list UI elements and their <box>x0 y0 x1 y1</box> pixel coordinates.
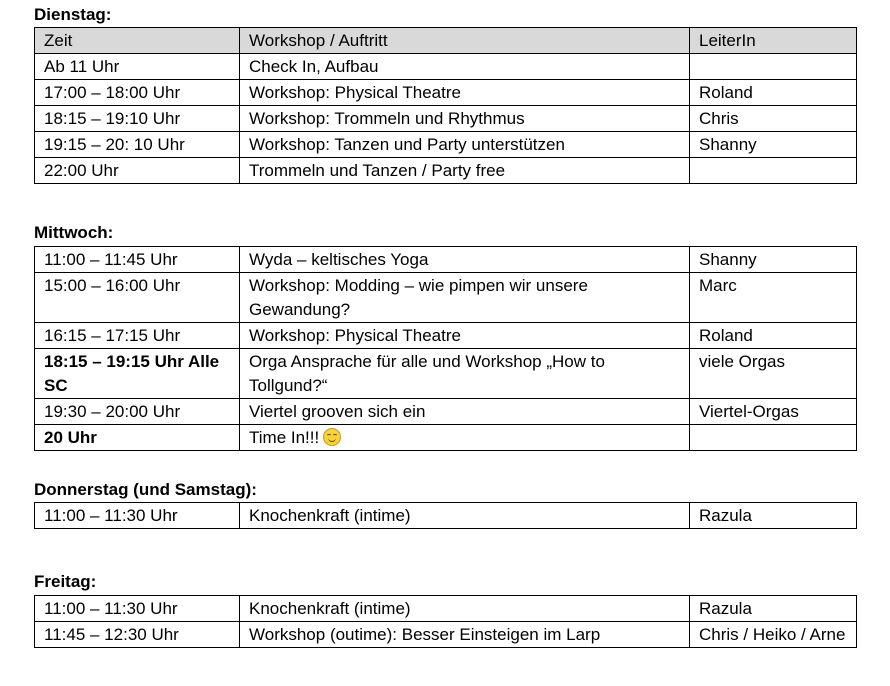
cell-time: 11:00 – 11:45 Uhr <box>35 247 240 273</box>
cell-activity: Workshop: Tanzen und Party unterstützen <box>240 132 690 158</box>
cell-leader: Razula <box>690 503 857 529</box>
table-row <box>35 425 857 451</box>
column-header-leiterin: LeiterIn <box>690 28 857 54</box>
cell-leader: Roland <box>690 323 857 349</box>
heading-freitag: Freitag: <box>34 572 97 591</box>
cell-activity: Trommeln und Tanzen / Party free <box>240 158 690 184</box>
cell-leader <box>690 54 857 80</box>
table-row <box>35 158 857 184</box>
cell-time: 11:00 – 11:30 Uhr <box>35 596 240 622</box>
cell-leader: viele Orgas <box>690 349 857 399</box>
cell-leader: Viertel-Orgas <box>690 399 857 425</box>
cell-leader <box>690 425 857 451</box>
smiling-face-icon <box>323 428 341 446</box>
column-header-zeit: Zeit <box>35 28 240 54</box>
cell-time: 15:00 – 16:00 Uhr <box>35 273 240 323</box>
cell-time: 22:00 Uhr <box>35 158 240 184</box>
table-row <box>35 132 857 158</box>
cell-time: 19:15 – 20: 10 Uhr <box>35 132 240 158</box>
cell-time: 19:30 – 20:00 Uhr <box>35 399 240 425</box>
table-row <box>35 349 857 399</box>
table-row <box>35 323 857 349</box>
schedule-table-freitag <box>34 595 857 648</box>
cell-time: 18:15 – 19:15 Uhr Alle SC <box>35 349 240 399</box>
cell-leader: Razula <box>690 596 857 622</box>
table-row <box>35 273 857 323</box>
cell-leader: Chris <box>690 106 857 132</box>
table-row <box>35 106 857 132</box>
schedule-table-mittwoch <box>34 246 857 451</box>
cell-activity: Workshop: Physical Theatre <box>240 323 690 349</box>
cell-leader: Marc <box>690 273 857 323</box>
cell-activity <box>240 425 690 451</box>
cell-time: 18:15 – 19:10 Uhr <box>35 106 240 132</box>
table-row <box>35 247 857 273</box>
cell-time: 20 Uhr <box>35 425 240 451</box>
cell-activity: Wyda – keltisches Yoga <box>240 247 690 273</box>
heading-dienstag: Dienstag: <box>34 5 112 24</box>
table-row <box>35 596 857 622</box>
cell-activity: Workshop: Trommeln und Rhythmus <box>240 106 690 132</box>
cell-activity: Workshop: Physical Theatre <box>240 80 690 106</box>
table-row <box>35 80 857 106</box>
cell-activity: Workshop (outime): Besser Einsteigen im Larp <box>240 622 690 648</box>
table-row <box>35 622 857 648</box>
table-row <box>35 399 857 425</box>
cell-leader: Roland <box>690 80 857 106</box>
cell-time: 17:00 – 18:00 Uhr <box>35 80 240 106</box>
cell-activity: Knochenkraft (intime) <box>240 596 690 622</box>
cell-activity: Workshop: Modding – wie pimpen wir unsere Gewandung? <box>240 273 690 323</box>
heading-donnerstag: Donnerstag (und Samstag): <box>34 480 257 499</box>
schedule-table-dienstag <box>34 27 857 184</box>
cell-activity: Viertel grooven sich ein <box>240 399 690 425</box>
table-header-row <box>35 28 857 54</box>
heading-mittwoch: Mittwoch: <box>34 223 114 242</box>
cell-time: Ab 11 Uhr <box>35 54 240 80</box>
table-row <box>35 54 857 80</box>
column-header-workshop: Workshop / Auftritt <box>240 28 690 54</box>
cell-leader: Chris / Heiko / Arne <box>690 622 857 648</box>
cell-time: 11:00 – 11:30 Uhr <box>35 503 240 529</box>
cell-leader: Shanny <box>690 132 857 158</box>
table-row <box>35 503 857 529</box>
cell-leader <box>690 158 857 184</box>
cell-leader: Shanny <box>690 247 857 273</box>
cell-time: 16:15 – 17:15 Uhr <box>35 323 240 349</box>
cell-activity: Knochenkraft (intime) <box>240 503 690 529</box>
cell-activity: Orga Ansprache für alle und Workshop „How to Tollgund?“ <box>240 349 690 399</box>
cell-activity: Check In, Aufbau <box>240 54 690 80</box>
cell-activity-text: Time In!!! <box>249 428 320 447</box>
cell-time: 11:45 – 12:30 Uhr <box>35 622 240 648</box>
schedule-table-donnerstag <box>34 502 857 529</box>
